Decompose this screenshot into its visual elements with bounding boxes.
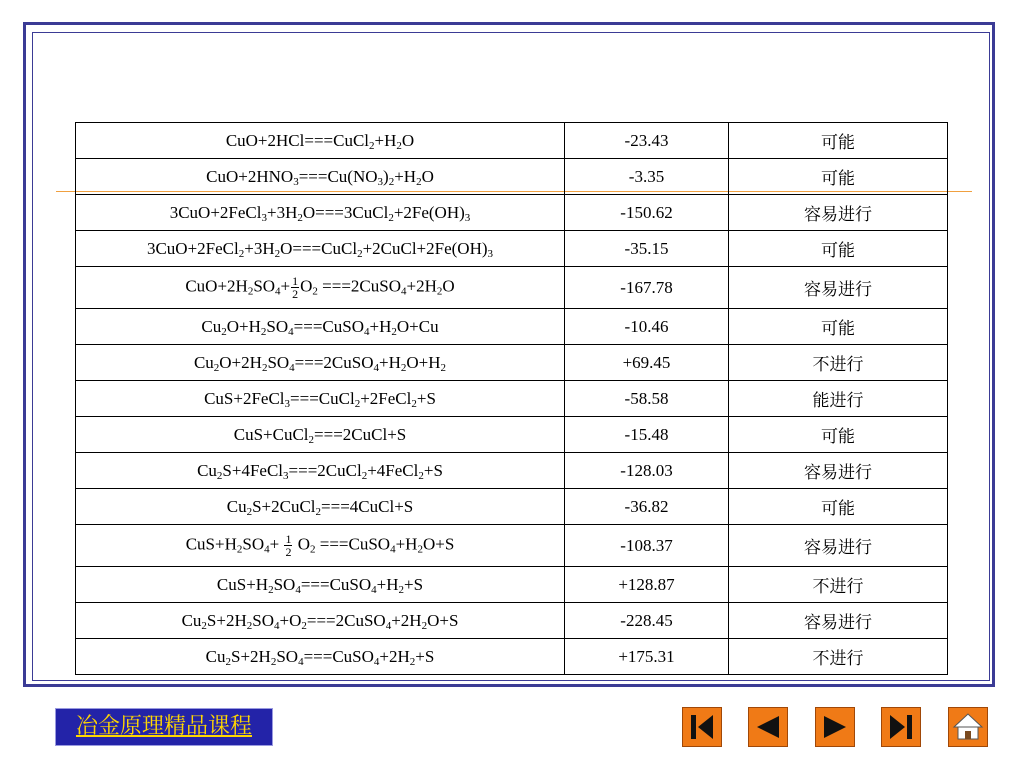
table-row bbox=[76, 159, 948, 195]
reaction-equation: $3CuO+2FeCl_2+3H_2O===CuCl_2+2CuCl+2Fe(OH)_3$ bbox=[76, 231, 565, 267]
first-page-button[interactable] bbox=[682, 707, 722, 747]
first-page-icon bbox=[683, 708, 721, 746]
gibbs-energy-value: -108.37 bbox=[565, 525, 729, 567]
feasibility-result: 可能 bbox=[729, 309, 948, 345]
reaction-equation: $CuS+H_2SO_4+$ $\frac{1}{2}$ $O_2$ $===CuSO_4+H_2O+S$ bbox=[76, 525, 565, 567]
feasibility-result: 可能 bbox=[729, 489, 948, 525]
previous-page-icon bbox=[749, 708, 787, 746]
table-row bbox=[76, 453, 948, 489]
reaction-equation: $Cu_2S+2H_2SO_4+O_2===2CuSO_4+2H_2O+S$ bbox=[76, 603, 565, 639]
gibbs-energy-value: -150.62 bbox=[565, 195, 729, 231]
feasibility-result: 容易进行 bbox=[729, 525, 948, 567]
reaction-equation: $CuO+2HCl===CuCl_2+H_2O$ bbox=[76, 123, 565, 159]
reaction-equation: $Cu_2O+2H_2SO_4===2CuSO_4+H_2O+H_2$ bbox=[76, 345, 565, 381]
table-row bbox=[76, 345, 948, 381]
table-row bbox=[76, 195, 948, 231]
gibbs-energy-value: -10.46 bbox=[565, 309, 729, 345]
gibbs-energy-value: -35.15 bbox=[565, 231, 729, 267]
table-row bbox=[76, 123, 948, 159]
gibbs-energy-value: -23.43 bbox=[565, 123, 729, 159]
table-row bbox=[76, 309, 948, 345]
course-link[interactable]: 冶金原理精品课程 bbox=[55, 708, 273, 746]
feasibility-result: 容易进行 bbox=[729, 195, 948, 231]
gibbs-energy-value: +69.45 bbox=[565, 345, 729, 381]
reaction-equation: $CuO+2HNO_3===Cu(NO_3)_2+H_2O$ bbox=[76, 159, 565, 195]
gibbs-energy-value: -36.82 bbox=[565, 489, 729, 525]
table-row bbox=[76, 417, 948, 453]
gibbs-energy-value: -228.45 bbox=[565, 603, 729, 639]
feasibility-result: 不进行 bbox=[729, 639, 948, 675]
feasibility-result: 不进行 bbox=[729, 345, 948, 381]
feasibility-result: 能进行 bbox=[729, 381, 948, 417]
gibbs-energy-value: +175.31 bbox=[565, 639, 729, 675]
gibbs-energy-value: -58.58 bbox=[565, 381, 729, 417]
reaction-equation: $CuS+H_2SO_4===CuSO_4+H_2+S$ bbox=[76, 567, 565, 603]
table-row bbox=[76, 489, 948, 525]
feasibility-result: 不进行 bbox=[729, 567, 948, 603]
reaction-equation: $3CuO+2FeCl_3+3H_2O===3CuCl_2+2Fe(OH)_3$ bbox=[76, 195, 565, 231]
reaction-equation: $Cu_2S+4FeCl_3===2CuCl_2+4FeCl_2+S$ bbox=[76, 453, 565, 489]
feasibility-result: 可能 bbox=[729, 159, 948, 195]
gibbs-energy-value: -3.35 bbox=[565, 159, 729, 195]
reaction-equation: CuS+CuCl$_2$===2CuCl+S bbox=[76, 417, 565, 453]
table-row bbox=[76, 267, 948, 309]
table-row bbox=[76, 525, 948, 567]
table-row bbox=[76, 639, 948, 675]
gibbs-energy-value: -15.48 bbox=[565, 417, 729, 453]
home-icon bbox=[949, 708, 987, 746]
home-button[interactable] bbox=[948, 707, 988, 747]
feasibility-result: 容易进行 bbox=[729, 453, 948, 489]
table-row bbox=[76, 603, 948, 639]
feasibility-result: 容易进行 bbox=[729, 603, 948, 639]
gibbs-energy-value: +128.87 bbox=[565, 567, 729, 603]
reaction-equation: $CuO+2H_2SO_4+$ $\frac{1}{2}$ $O_2$ $===2CuSO_4+2H_2O$ bbox=[76, 267, 565, 309]
last-page-button[interactable] bbox=[881, 707, 921, 747]
feasibility-result: 可能 bbox=[729, 417, 948, 453]
previous-page-button[interactable] bbox=[748, 707, 788, 747]
reaction-table bbox=[75, 122, 948, 675]
table-row bbox=[76, 231, 948, 267]
table-row bbox=[76, 567, 948, 603]
feasibility-result: 容易进行 bbox=[729, 267, 948, 309]
reaction-equation: $Cu_2S+2H_2SO_4===CuSO_4+2H_2+S$ bbox=[76, 639, 565, 675]
reaction-equation: $Cu_2S+2CuCl_2===4CuCl+S$ bbox=[76, 489, 565, 525]
reaction-equation: $Cu_2O+H_2SO_4===CuSO_4+H_2O+Cu$ bbox=[76, 309, 565, 345]
next-page-button[interactable] bbox=[815, 707, 855, 747]
feasibility-result: 可能 bbox=[729, 231, 948, 267]
table-row bbox=[76, 381, 948, 417]
next-page-icon bbox=[816, 708, 854, 746]
feasibility-result: 可能 bbox=[729, 123, 948, 159]
last-page-icon bbox=[882, 708, 920, 746]
gibbs-energy-value: -167.78 bbox=[565, 267, 729, 309]
reaction-equation: CuS+2FeCl$_3$===CuCl$_2$+2FeCl$_2$+S bbox=[76, 381, 565, 417]
gibbs-energy-value: -128.03 bbox=[565, 453, 729, 489]
